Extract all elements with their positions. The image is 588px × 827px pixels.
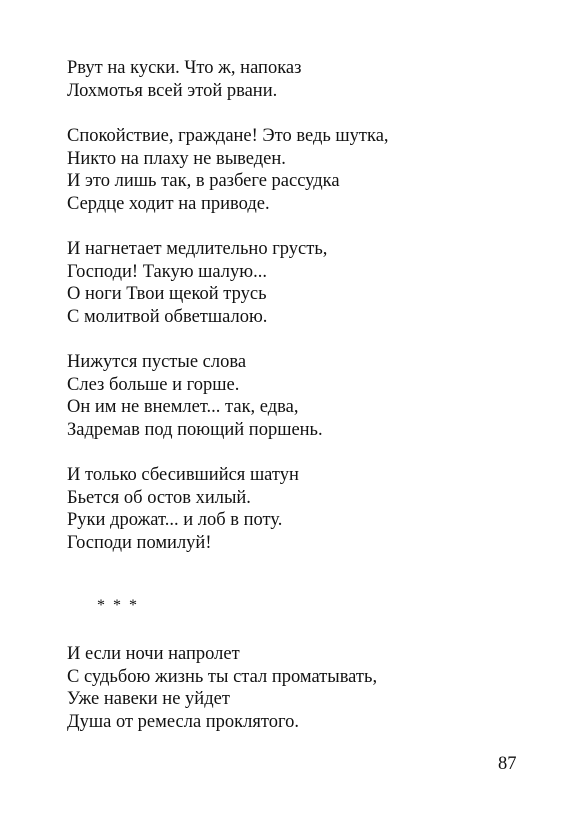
poem-line: О ноги Твои щекой трусь: [67, 284, 267, 304]
poem-line: Господи помилуй!: [67, 532, 212, 553]
poem-line: Руки дрожат... и лоб в поту.: [67, 510, 283, 530]
poem-line: Душа от ремесла проклятого.: [67, 711, 300, 732]
poem-line: Слез больше и горше.: [67, 374, 240, 395]
stanza: [67, 351, 537, 441]
poem-line: Рвут на куски. Что ж, напоказ: [67, 58, 302, 78]
stanza: [67, 125, 537, 215]
poem-line: И только сбесившийся шатун: [67, 465, 299, 485]
poem-line: И это лишь так, в разбеге рассудка: [67, 171, 340, 191]
section-separator: * * *: [97, 597, 139, 614]
poem-line: Спокойствие, граждане! Это ведь шутка,: [67, 126, 389, 146]
poem-line: С молитвой обветшалою.: [67, 306, 268, 327]
poem-line: Сердце ходит на приводе.: [67, 193, 270, 214]
poem-text: [67, 57, 537, 577]
stanza: [67, 238, 537, 328]
page-number: 87: [498, 754, 517, 774]
poem-line: Никто на плаху не выведен.: [67, 148, 286, 169]
poem-line: И если ночи напролет: [67, 644, 240, 664]
poem-line: Уже навеки не уйдет: [67, 689, 230, 709]
poem-line: Бьется об остов хилый.: [67, 487, 251, 508]
poem-line: И нагнетает медлительно грусть,: [67, 239, 328, 259]
poem-line: Нижутся пустые слова: [67, 352, 247, 372]
poem-line: Лохмотья всей этой рвани.: [67, 80, 278, 101]
poem-line: Он им не внемлет... так, едва,: [67, 397, 299, 417]
second-poem-text: [67, 643, 537, 733]
poem-line: Господи! Такую шалую...: [67, 261, 267, 282]
poem-line: Задремав под поющий поршень.: [67, 419, 323, 440]
stanza: [67, 57, 537, 102]
poem-line: С судьбою жизнь ты стал проматывать,: [67, 666, 378, 687]
stanza: [67, 464, 537, 554]
